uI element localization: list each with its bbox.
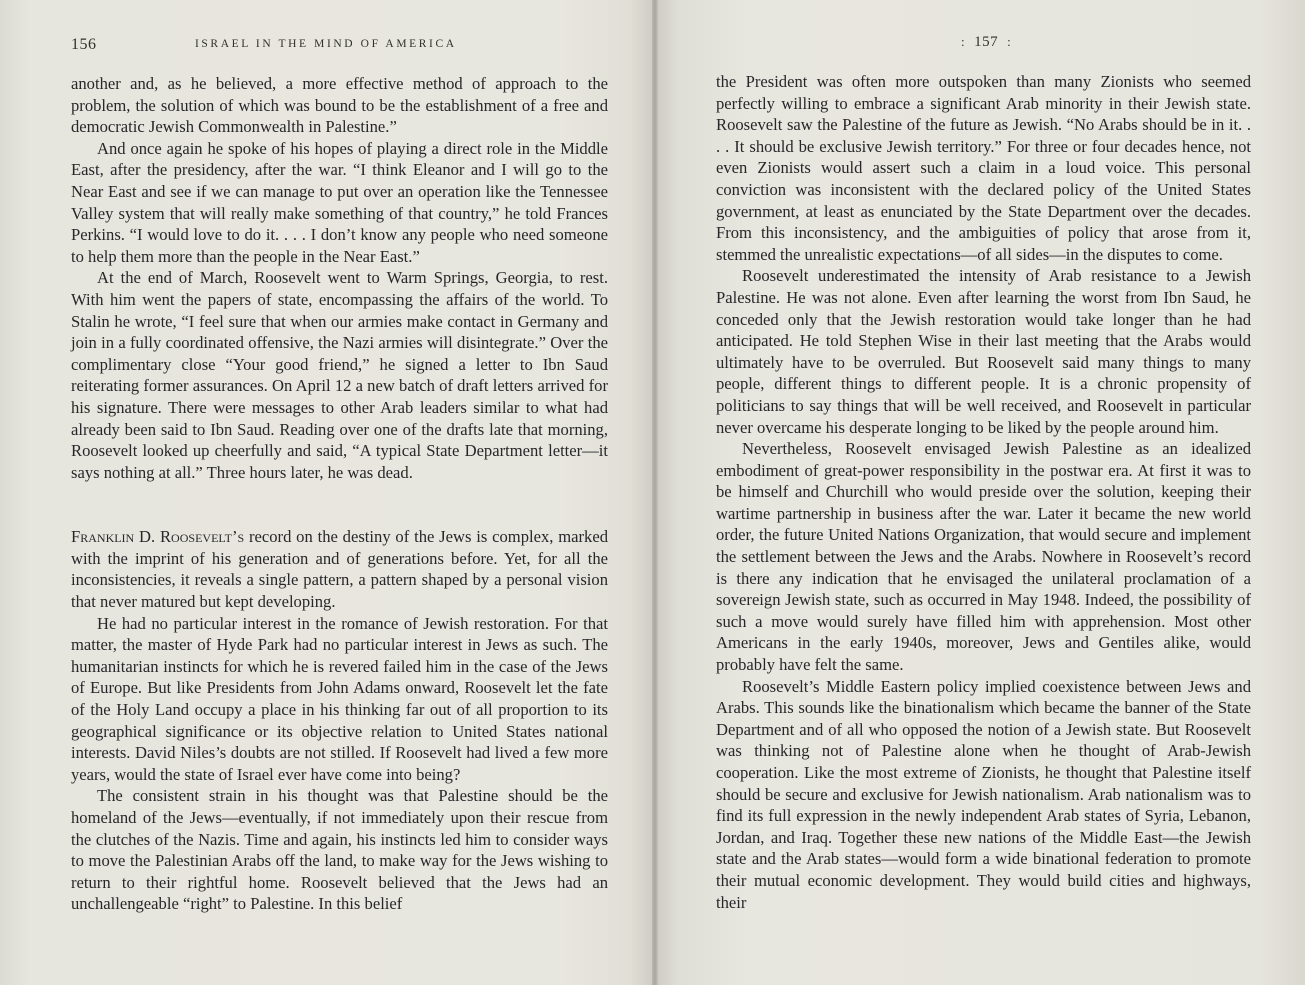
page-number-right [952, 34, 1020, 51]
folio-ornament-left: : [961, 34, 966, 49]
section-opening-text: record on the destiny of the Jews is complex, marked with the imprint of his generation and of generations before. Yet, for all the inconsistencies, it reveals a single pattern, a pattern shaped by a personal vision that never matured but kept developing. [71, 527, 609, 612]
section-break [71, 483, 608, 526]
paragraph: Nevertheless, Roosevelt envisaged Jewish Palestine as an idealized embodiment of great-power responsibility in the postwar era. At first it was to be himself and Churchill who would preside over the solution, keeping their wartime partnership in business after the war. Later it became the new world order, the future United Nations Organization, that would secure and implement the settlement between the Jews and the Arabs. Nowhere in Roosevelt’s record is there any indication that he envisaged the unilateral proclamation of a sovereign Jewish state, such as occurred in May 1948. Indeed, the possibility of such a move would surely have filled him with apprehension. Most other Americans in the early 1940s, moreover, Jews and Gentiles alike, would probably have felt the same. [716, 439, 1251, 675]
page-number-left: 156 [71, 36, 97, 53]
paragraph: Roosevelt underestimated the intensity of Arab resistance to a Jewish Palestine. He was not alone. Even after learning the worst from Ibn Saud, he conceded only that the Jewish restoration would take longer than he had anticipated. He told Stephen Wise in their last meeting that the Arabs would ultimately have to be overruled. But Roosevelt said many things to many people, different things to different people. It is a chronic propensity of politicians to say things that will be well received, and Roosevelt in particular never overcame his desperate longing to be liked by the people around him. [716, 266, 1251, 437]
paragraph: Roosevelt’s Middle Eastern policy implied coexistence between Jews and Arabs. This sounds like the binationalism which became the banner of the State Department and of all who opposed the notion of a Jewish state. But Roosevelt was thinking not of Palestine alone when he thought of Arab-Jewish cooperation. Like the most extreme of Zionists, he thought that Palestine itself should be secure and exclusive for Jewish nationalism. Arab nationalism was to find its full expression in the newly independent Arab states of Syria, Lebanon, Jordan, and Iraq. Together these new nations of the Middle East—the Jewish state and the Arab states—would form a wide binational federation to promote their mutual economic development. They would build cities and highways, their [716, 676, 1251, 912]
left-page [0, 0, 652, 985]
right-page-text [716, 71, 1251, 913]
paragraph: And once again he spoke of his hopes of playing a direct role in the Middle East, after the presidency, after the war. “I think Eleanor and I will go to the Near East and see if we can manage to put over an operation like the Tennessee Valley system that will really make something of that country,” he told Frances Perkins. “I would love to do it. . . . I don’t know any people who need someone to help them more than the people in the Near East.” [71, 138, 608, 266]
folio-ornament-right: : [1007, 34, 1012, 49]
right-page [658, 0, 1305, 985]
paragraph: the President was often more outspoken than many Zionists who seemed perfectly willing to embrace a significant Arab minority in their Jewish state. Roosevelt saw the Palestine of the future as Jewish. “No Arabs should be in it. . . . It should be exclusive Jewish territory.” For three or four decades hence, not even Zionists would assert such a claim in a loud voice. This personal conviction was inconsistent with the declared policy of the United States government, at least as enunciated by the State Department over the decades. From this inconsistency, and the ambiguities of policy that arose from it, stemmed the unrealistic expectations—of all sides—in the disputes to come. [716, 72, 1251, 264]
paragraph: He had no particular interest in the romance of Jewish restoration. For that matter, the master of Hyde Park had no particular interest in Jews as such. The humanitarian instincts for which he is revered failed him in the case of the Jews of Europe. But like Presidents from John Adams onward, Roosevelt let the fate of the Holy Land occupy a place in his thinking far out of all proportion to its geographical significance or its objective relation to United States national interests. David Niles’s doubts are not stilled. If Roosevelt had lived a few more years, would the state of Israel ever have come into being? [71, 613, 608, 784]
running-title: ISRAEL IN THE MIND OF AMERICA [195, 38, 457, 50]
section-lead-in: Franklin D. Roosevelt’s [71, 527, 245, 547]
paragraph: At the end of March, Roosevelt went to Warm Springs, Georgia, to rest. With him went the papers of state, encompassing the affairs of the world. To Stalin he wrote, “I feel sure that when our armies make contact in Germany and join in a fully coordinated offensive, the Nazi armies will disintegrate.” Over the complimentary close “Your good friend,” he signed a letter to Ibn Saud reiterating former assurances. On April 12 a new batch of draft letters arrived for his signature. There were messages to other Arab leaders similar to what had already been said to Ibn Saud. Reading over one of the drafts late that morning, Roosevelt looked up cheerfully and said, “A typical State Department letter—it says nothing at all.” Three hours later, he was dead. [71, 268, 608, 482]
paragraph: another and, as he believed, a more effective method of approach to the problem, the solution of which was bound to be the establishment of a free and democratic Jewish Commonwealth in Palestine.” [71, 74, 608, 137]
paragraph: The consistent strain in his thought was that Palestine should be the homeland of the Jews—eventually, if not immediately upon their rescue from the clutches of the Nazis. Time and again, his instincts led him to consider ways to move the Palestinian Arabs off the land, to make way for the Jews wishing to return to their rightful home. Roosevelt believed that the Jews had an unchallengeable “right” to Palestine. In this belief [71, 786, 608, 914]
page-number-right-value: 157 [974, 34, 999, 50]
section-opening-paragraph [71, 526, 608, 612]
left-page-text [71, 73, 608, 915]
